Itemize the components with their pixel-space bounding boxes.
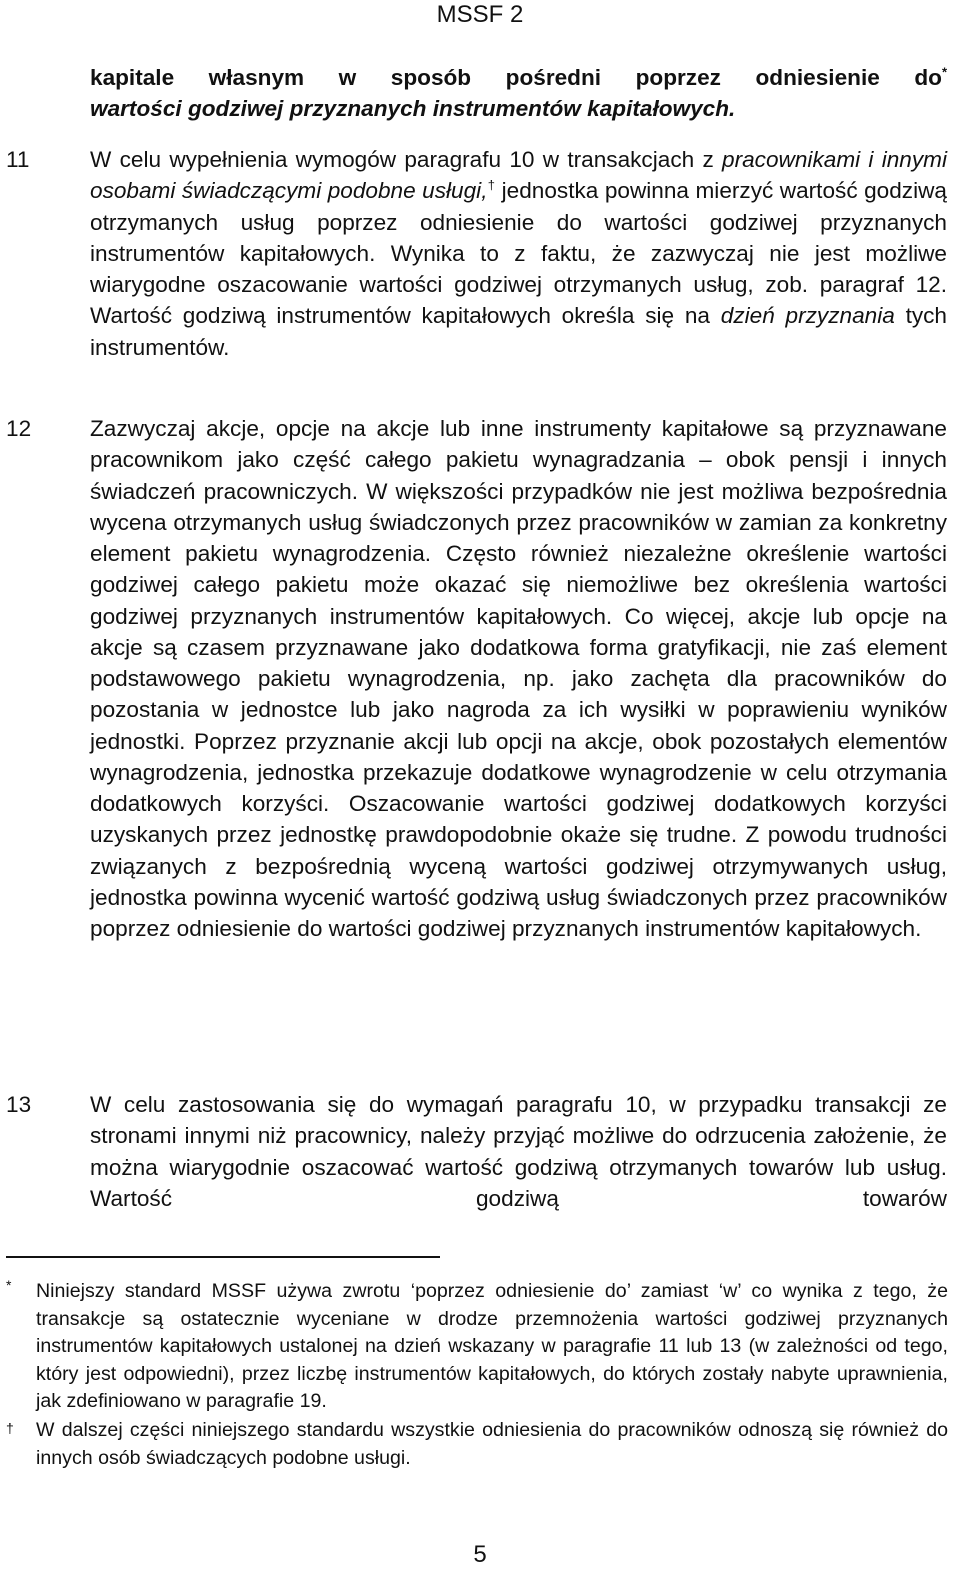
footnote-ref-star: * — [941, 64, 947, 80]
paragraph-text: Zazwyczaj akcje, opcje na akcje lub inne instrumenty kapitałowe są przyznawane pracownikom jako część całego pakietu wynagradzania – obok pensji i innych świadczeń pracowniczych. W większości przypadków nie jest możliwa bezpośrednia wycena otrzymanych usług świadczonych przez pracowników w zamian za konkretny element pakietu wynagrodzenia. Często również niezależne określenie wartości godziwej całego pakietu może okazać się niemożliwe bez określenia wartości godziwej przyznanych instrumentów kapitałowych. Co więcej, akcje lub opcje na akcje są czasem przyznawane jako dodatkowa forma gratyfikacji, nie zaś element podstawowego pakietu wynagrodzenia, np. jako zachęta dla pracowników do pozostania w jednostce lub jako nagroda za ich wysiłki w poprawieniu wyników jednostki. Poprzez przyznanie akcji lub opcji na akcje, obok pozostałych elementów wynagrodzenia, jednostka przekazuje dodatkowe wynagrodzenie w celu otrzymania dodatkowych korzyści. Oszacowanie wartości godziwej dodatkowych korzyści uzyskanych przez jednostkę prawdopodobnie okaże się trudne. Z powodu trudności związanych z bezpośrednią wyceną wartości godziwej otrzymywanych usług, jednostka powinna wycenić wartość godziwą usług świadczonych przez pracowników poprzez odniesienie do wartości godziwej przyznanych instrumentów kapitałowych. — [90, 416, 947, 941]
page-number: 5 — [473, 1541, 487, 1568]
paragraph-number: 11 — [6, 147, 30, 172]
paragraph-text: W celu zastosowania się do wymagań paragrafu 10, w przypadku transakcji ze stronami innymi niż pracownicy, należy przyjąć możliwe do odrzucenia założenie, że można wiarygodnie oszacować wartość godziwą otrzymanych towarów lub usług. Wartość godziwą towarów — [90, 1092, 947, 1211]
continuation-bold: kapitale własnym w sposób pośredni poprzez odniesienie do — [90, 65, 942, 90]
paragraph-number: 12 — [6, 416, 32, 441]
paragraph-number: 13 — [6, 1092, 32, 1117]
footnote-ref-dagger: † — [487, 177, 496, 193]
footnote-separator — [6, 1256, 440, 1258]
footnote-mark: * — [6, 1277, 12, 1293]
footnote-text: Niniejszy standard MSSF używa zwrotu ‘poprzez odniesienie do’ zamiast ‘w’ co wynika z tego, że transakcje są ostatecznie wyceniane w drodze przemnożenia wartości godziwej przyznanych instrumentów kapitałowych ustalonej na dzień wskazany w paragrafie 11 lub 13 (w zależności od tego, który jest odpowiedni), przez liczbę instrumentów kapitałowych, do których zostały nabyte uprawnienia, jak zdefiniowano w paragrafie 19. — [36, 1280, 948, 1413]
footnote-mark: † — [6, 1420, 14, 1436]
page-header: MSSF 2 — [436, 1, 524, 28]
footnote-text: W dalszej części niniejszego standardu wszystkie odniesienia do pracowników odnoszą się również do innych osób świadczących podobne usługi. — [36, 1419, 948, 1469]
paragraph-text: W celu wypełnienia wymogów paragrafu 10 w transakcjach z pracownikami i innymi osobami świadczącymi podobne usługi,† jednostka powinna mierzyć wartość godziwą otrzymanych usług poprzez odniesienie do wartości godziwej przyznanych instrumentów kapitałowych. Wynika to z faktu, że zazwyczaj nie jest możliwe wiarygodne oszacowanie wartości godziwej otrzymanych usług, zob. paragraf 12. Wartość godziwą instrumentów kapitałowych określa się na dzień przyznania tych instrumentów. — [90, 147, 948, 360]
continuation-italic: wartości godziwej przyznanych instrumentów kapitałowych. — [90, 96, 736, 122]
